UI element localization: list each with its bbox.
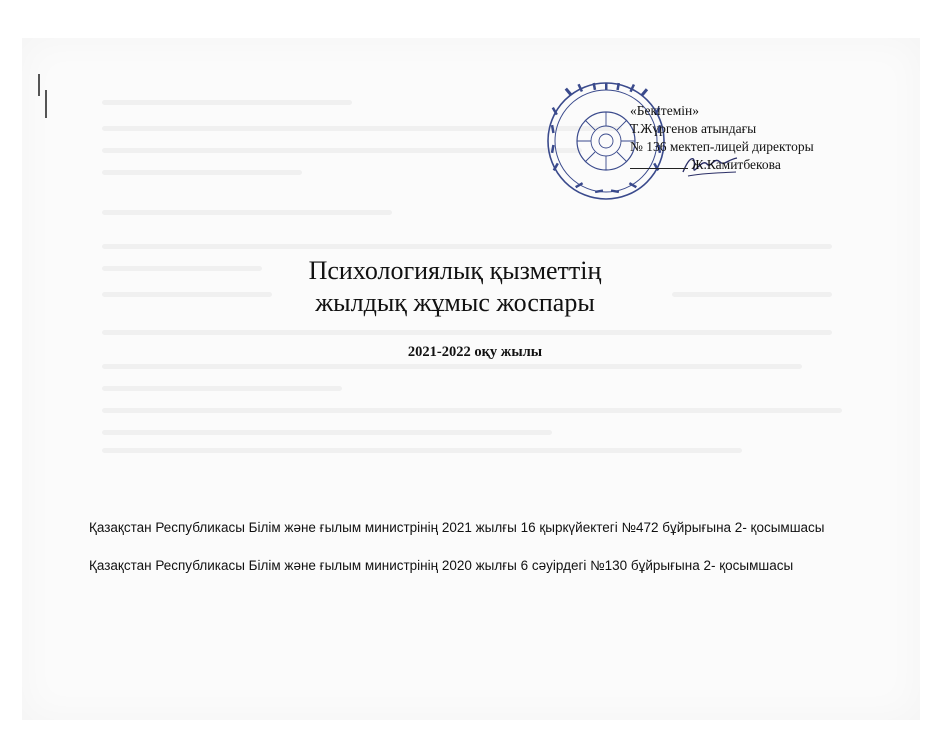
- academic-year: 2021-2022 оқу жылы: [407, 344, 543, 360]
- signature-line: [630, 168, 688, 169]
- title-line-1: Психологиялық қызметтің: [308, 256, 602, 285]
- bleed-through-line: [102, 100, 352, 105]
- bleed-through-line: [102, 266, 262, 271]
- bleed-through-line: [102, 330, 832, 335]
- bleed-through-line: [102, 430, 552, 435]
- bleed-through-line: [672, 292, 832, 297]
- approval-heading: «Бекітемін»: [630, 103, 699, 118]
- margin-mark: [45, 90, 47, 118]
- approval-position: № 136 мектеп-лицей директоры: [630, 139, 814, 154]
- bleed-through-line: [102, 126, 622, 131]
- document-title: [260, 255, 650, 319]
- bleed-through-line: [102, 210, 392, 215]
- bleed-through-line: [102, 170, 302, 175]
- bleed-through-line: [102, 408, 842, 413]
- approval-signatory: [630, 156, 870, 174]
- bleed-through-line: [102, 148, 582, 153]
- bleed-through-line: [102, 292, 272, 297]
- bleed-through-line: [102, 364, 802, 369]
- approval-block: [630, 102, 870, 174]
- bleed-through-line: [102, 244, 832, 249]
- bleed-through-line: [102, 448, 742, 453]
- approval-school-name: Т.Жүргенов атындағы: [630, 121, 757, 136]
- director-name: Ж.Камитбекова: [691, 157, 781, 172]
- appendix-reference-1: Қазақстан Республикасы Білім және ғылым министрінің 2021 жылғы 16 қыркүйектегі №472 бұйрығына 2- қосымшасы: [89, 520, 825, 535]
- appendix-reference-2: Қазақстан Республикасы Білім және ғылым министрінің 2020 жылғы 6 сәуірдегі №130 бұйрығына 2- қосымшасы: [89, 558, 794, 573]
- margin-mark: [38, 74, 40, 96]
- bleed-through-line: [102, 386, 342, 391]
- title-line-2: жылдық жұмыс жоспары: [315, 288, 595, 317]
